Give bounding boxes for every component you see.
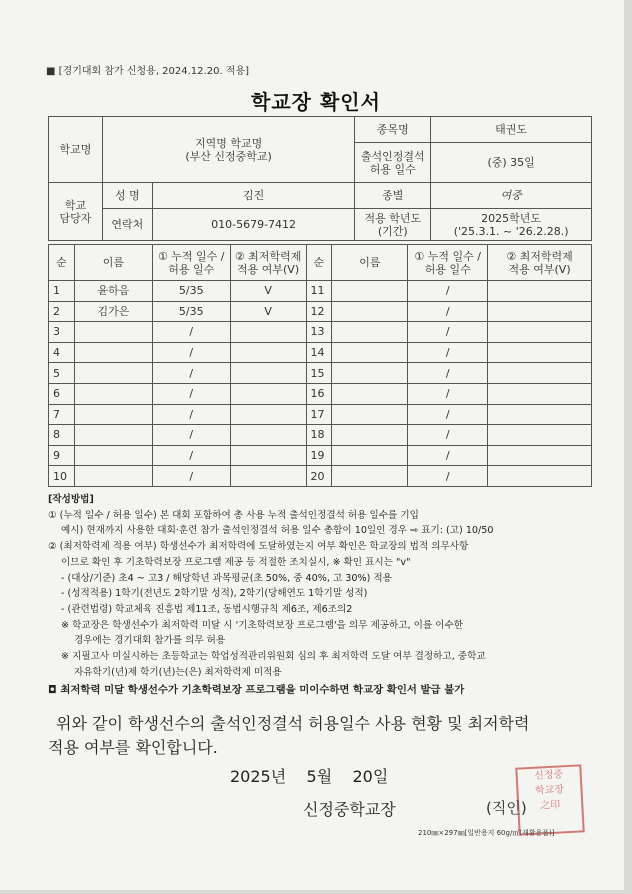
header-days-line1: ① 누적 일수 /: [157, 249, 225, 263]
year-value-line2: ('25.3.1. ~ '26.2.28.): [453, 224, 569, 238]
row-no: 12: [306, 301, 332, 322]
manager-label-line1: 학교: [64, 198, 87, 212]
method-line-12: ◘ 최저학력 미달 학생선수가 기초학력보장 프로그램을 미이수하면 학교장 확인서 발급 불가: [48, 684, 465, 697]
row-no: 3: [49, 322, 75, 343]
row-days: 5/35: [152, 281, 230, 302]
header-min-line1: ② 최저학력제: [234, 249, 302, 263]
row-min: [488, 301, 592, 322]
row-name: [74, 383, 152, 404]
allowed-days-label: [355, 143, 431, 183]
method-line-1: ① (누적 일수 / 허용 일수) 본 대회 포함하여 총 사용 누적 출석인정결석 허용 일수를 기입: [48, 509, 419, 521]
row-name: [332, 404, 408, 425]
row-name: [74, 425, 152, 446]
row-days: /: [408, 281, 488, 302]
row-no: 7: [49, 404, 75, 425]
row-no: 10: [49, 466, 75, 487]
header-days-right-line2: 허용 일수: [424, 262, 471, 276]
header-days: [152, 245, 230, 281]
row-no: 17: [306, 404, 332, 425]
row-no: 4: [49, 342, 75, 363]
row-days: /: [152, 322, 230, 343]
gender-value: 여중: [431, 183, 592, 209]
row-no: 18: [306, 425, 332, 446]
confirmation-line2: 적용 여부를 확인합니다.: [48, 738, 218, 757]
student-roster-table: [48, 244, 592, 487]
row-min: [488, 281, 592, 302]
row-days: /: [408, 404, 488, 425]
header-days-line2: 허용 일수: [168, 262, 215, 276]
school-seal-stamp: 신정중 학교장 之印: [515, 764, 584, 835]
table-row: [49, 363, 592, 384]
manager-label: [49, 183, 103, 241]
row-name: 김가은: [74, 301, 152, 322]
method-heading: [작성방법]: [48, 494, 94, 505]
method-line-8: ※ 학교장은 학생선수가 최저학력 미달 시 '기초학력보장 프로그램'을 의무 제공하고, 이를 이수한: [61, 619, 464, 631]
method-line-11: 자유학기(년)제 학기(년)는(은) 최저학력제 미적용: [74, 666, 282, 678]
row-min: [230, 425, 306, 446]
row-days: /: [408, 425, 488, 446]
table-row: [49, 322, 592, 343]
row-name: [332, 363, 408, 384]
method-line-9: 경우에는 경기대회 참가를 의무 허용: [74, 635, 226, 647]
header-no: 순: [49, 245, 75, 281]
row-days: /: [152, 445, 230, 466]
row-min: [230, 404, 306, 425]
allowed-days-label-line2: 허용 일수: [369, 162, 416, 176]
gender-label: 종별: [355, 183, 431, 209]
row-days: /: [152, 466, 230, 487]
row-name: [332, 342, 408, 363]
allowed-days-label-line1: 출석인정결석: [360, 149, 425, 163]
row-days: /: [408, 445, 488, 466]
row-min: [488, 322, 592, 343]
header-days-right-line1: ① 누적 일수 /: [414, 249, 481, 263]
row-name: [332, 425, 408, 446]
row-name: [332, 383, 408, 404]
year-value: [431, 209, 592, 241]
principal-title: 신정중학교장: [303, 800, 396, 819]
row-no: 5: [49, 363, 75, 384]
method-line-5: - (대상/기준) 초4 ~ 고3 / 해당학년 과목평균(초 50%, 중 40%, 고 30%) 적용: [61, 572, 392, 584]
row-min: [488, 363, 592, 384]
row-no: 6: [49, 383, 75, 404]
method-line-10: ※ 지필고사 미실시하는 초등학교는 학업성적관리위원회 심의 후 최저학력 도달 여부 결정하고, 중학교: [61, 651, 486, 663]
row-name: [74, 466, 152, 487]
school-name-line1: 지역명 학교명: [195, 136, 263, 150]
year-label: [355, 209, 431, 241]
row-min: [230, 466, 306, 487]
header-min-right: [488, 245, 592, 281]
row-days: /: [408, 301, 488, 322]
row-min: [230, 342, 306, 363]
manager-label-line2: 담당자: [59, 211, 92, 225]
row-days: /: [152, 425, 230, 446]
row-name: 윤하음: [74, 281, 152, 302]
contact-label: 연락처: [102, 209, 152, 241]
row-no: 20: [306, 466, 332, 487]
row-name: [74, 404, 152, 425]
row-min: [230, 383, 306, 404]
school-name-line2: (부산 신정중학교): [185, 149, 272, 163]
form-usage-tag: ■ [경기대회 참가 신청용, 2024.12.20. 적용]: [46, 66, 250, 77]
paper-spec: 210㎜×297㎜[일반용지 60g/㎡(재활용품)]: [418, 829, 555, 837]
confirmation-statement: [48, 712, 588, 760]
table-row: [49, 342, 592, 363]
row-no: 2: [49, 301, 75, 322]
row-name: [332, 466, 408, 487]
year-label-line1: 적용 학년도: [364, 211, 422, 225]
row-days: /: [408, 466, 488, 487]
row-days: /: [408, 322, 488, 343]
row-days: /: [152, 342, 230, 363]
row-min: [488, 466, 592, 487]
row-no: 14: [306, 342, 332, 363]
table-row: [49, 445, 592, 466]
row-name: [74, 322, 152, 343]
header-name: 이름: [74, 245, 152, 281]
row-min: [488, 445, 592, 466]
school-label: 학교명: [49, 117, 103, 183]
header-min-right-line2: 적용 여부(V): [508, 262, 571, 276]
table-row: [49, 404, 592, 425]
manager-name-value: 김진: [152, 183, 355, 209]
row-days: /: [408, 342, 488, 363]
table-row: [49, 301, 592, 322]
row-days: 5/35: [152, 301, 230, 322]
school-info-table: [48, 116, 592, 241]
header-name-right: 이름: [332, 245, 408, 281]
row-min: [230, 445, 306, 466]
table-row: [49, 383, 592, 404]
row-days: /: [152, 404, 230, 425]
header-min-right-line1: ② 최저학력제: [506, 249, 573, 263]
row-name: [332, 281, 408, 302]
confirmation-line1: 위와 같이 학생선수의 출석인정결석 허용일수 사용 현황 및 최저학력: [56, 714, 530, 733]
row-no: 8: [49, 425, 75, 446]
row-name: [332, 322, 408, 343]
header-no-right: 순: [306, 245, 332, 281]
table-row: [49, 466, 592, 487]
row-name: [74, 342, 152, 363]
row-no: 19: [306, 445, 332, 466]
method-line-2: 예시) 현재까지 사용한 대회·훈련 참가 출석인정결석 허용 일수 총합이 10일인 경우 ⇨ 표기: (고) 10/50: [61, 525, 494, 537]
row-no: 1: [49, 281, 75, 302]
row-name: [332, 445, 408, 466]
row-min: [230, 322, 306, 343]
header-days-right: [408, 245, 488, 281]
event-label: 종목명: [355, 117, 431, 143]
header-min: [230, 245, 306, 281]
writing-method-section: [48, 492, 588, 699]
row-no: 15: [306, 363, 332, 384]
row-name: [74, 445, 152, 466]
name-label: 성 명: [102, 183, 152, 209]
row-no: 11: [306, 281, 332, 302]
method-line-4: 이므로 확인 후 기초학력보장 프로그램 제공 등 적절한 조치실시, ※ 확인 표시는 "v": [61, 556, 411, 568]
seal-mark: (직인): [486, 799, 527, 817]
row-name: [332, 301, 408, 322]
event-value: 태권도: [431, 117, 592, 143]
school-name-cell: [102, 117, 354, 183]
row-min: [488, 383, 592, 404]
row-no: 16: [306, 383, 332, 404]
method-line-3: ② (최저학력제 적용 여부) 학생선수가 최저학력에 도달하였는지 여부 확인은 학교장의 법적 의무사항: [48, 541, 469, 553]
year-label-line2: (기간): [377, 224, 408, 238]
row-no: 13: [306, 322, 332, 343]
row-min: V: [230, 281, 306, 302]
row-days: /: [152, 383, 230, 404]
method-line-6: - (성적적용) 1학기(전년도 2학기말 성적), 2학기(당해연도 1학기말 성적): [61, 588, 368, 600]
table-row: [49, 281, 592, 302]
document-title: 학교장 확인서: [251, 90, 381, 114]
header-min-line2: 적용 여부(V): [237, 262, 300, 276]
allowed-days-value: (중) 35일: [431, 143, 592, 183]
row-days: /: [152, 363, 230, 384]
year-value-line1: 2025학년도: [481, 211, 542, 225]
row-min: [488, 425, 592, 446]
method-line-7: - (관련법령) 학교체육 진흥법 제11조, 동법시행규칙 제6조, 제6조의2: [61, 603, 353, 615]
row-min: [488, 404, 592, 425]
contact-value: 010-5679-7412: [152, 209, 355, 241]
table-row: [49, 425, 592, 446]
row-name: [74, 363, 152, 384]
row-no: 9: [49, 445, 75, 466]
row-min: [488, 342, 592, 363]
issue-date: 2025년 5월 20일: [230, 767, 389, 786]
row-min: V: [230, 301, 306, 322]
row-min: [230, 363, 306, 384]
row-days: /: [408, 363, 488, 384]
row-days: /: [408, 383, 488, 404]
